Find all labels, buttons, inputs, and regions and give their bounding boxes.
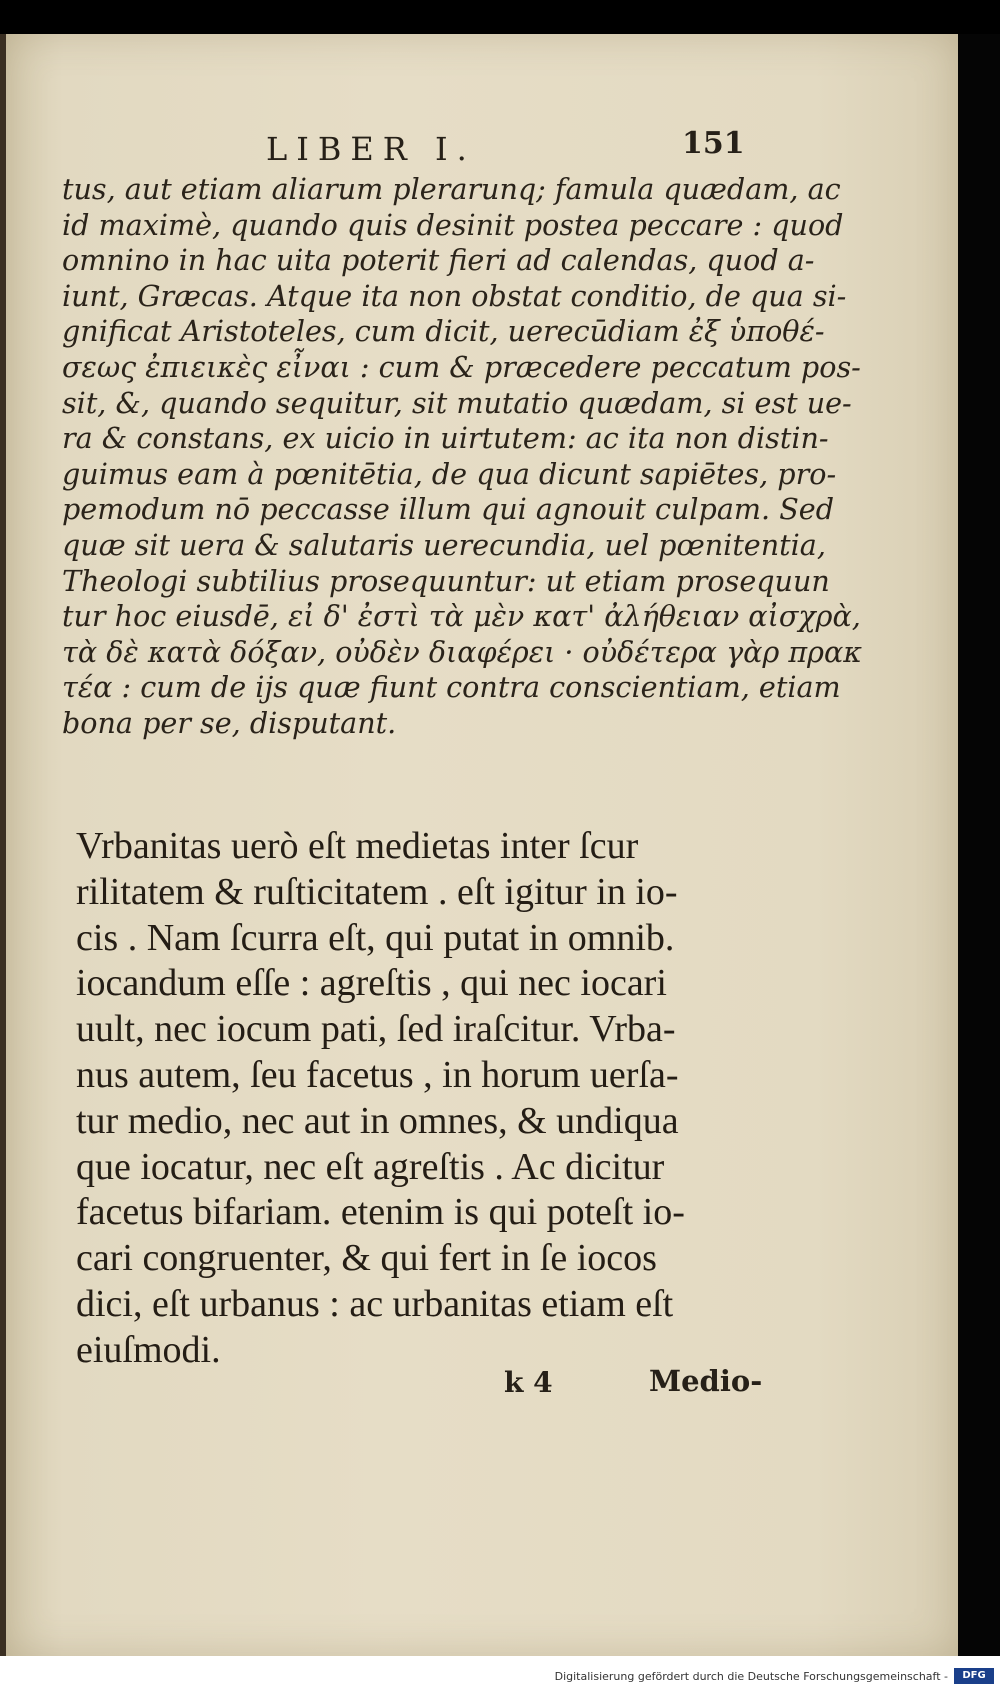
text-line: Vrbanitas uerò eſt medietas inter ſcur	[76, 825, 639, 867]
text-line: iocandum eſſe : agreſtis , qui nec iocari	[76, 962, 667, 1005]
text-line: rilitatem & ruſticitatem . eſt igitur in io-	[76, 870, 678, 913]
scan-background	[958, 34, 1000, 1656]
text-line: τέα : cum de ijs quæ fiunt contra conscientiam, etiam	[62, 670, 841, 705]
text-line: quæ sit uera & salutaris uerecundia, uel pœnitentia,	[62, 527, 826, 562]
text-line: que iocatur, nec eſt agreſtis . Ac dicitur	[76, 1145, 665, 1188]
roman-text-block	[76, 824, 742, 1374]
text-line: tur hoc eiusdē, εἰ δ' ἐστὶ τὰ μὲν κατ' ἀλήθειαν αἰσχρὰ,	[62, 599, 861, 634]
footer-credit: Digitalisierung gefördert durch die Deutsche Forschungsgemeinschaft -	[554, 1670, 948, 1683]
text-line: nus autem, ſeu facetus , in horum uerſa-	[76, 1053, 679, 1096]
text-line: facetus bifariam. etenim is qui poteſt io-	[76, 1191, 685, 1234]
text-line: Theologi subtilius prosequuntur: ut etiam prosequun	[62, 563, 830, 598]
text-line: gnificat Aristoteles, cum dicit, uerecūdiam ἐξ ὑποθέ-	[62, 314, 825, 349]
signature-mark: k 4	[504, 1366, 553, 1399]
text-line: cari congruenter, & qui fert in ſe iocos	[76, 1237, 657, 1280]
text-line: bona per se, disputant.	[62, 705, 397, 740]
text-line: guimus eam à pœnitētia, de qua dicunt sapiētes, pro-	[62, 456, 837, 491]
book-page	[6, 34, 958, 1656]
text-line: tur medio, nec aut in omnes, & undiqua	[76, 1099, 679, 1142]
footer-bar	[0, 1656, 1000, 1696]
text-line: σεως ἐπιεικὲς εἶναι : cum & præcedere peccatum pos-	[62, 349, 861, 384]
text-line: ra & constans, ex uicio in uirtutem: ac ita non distin-	[62, 421, 829, 456]
text-line: iunt, Græcas. Atque ita non obstat conditio, de qua si-	[62, 278, 847, 313]
text-line: dici, eſt urbanus : ac urbanitas etiam eſt	[76, 1282, 674, 1325]
text-line: tus, aut etiam aliarum plerarunq; famula quædam, ac	[62, 172, 841, 206]
text-line: τὰ δὲ κατὰ δόξαν, οὐδὲν διαφέρει · οὐδέτερα γὰρ πρακ	[62, 634, 863, 669]
text-line: sit, &, quando sequitur, sit mutatio quædam, si est ue-	[62, 385, 852, 420]
text-line: eiuſmodi.	[76, 1328, 221, 1371]
running-head: LIBER I.	[266, 130, 476, 168]
text-line: omnino in hac uita poterit fieri ad calendas, quod a-	[62, 243, 815, 278]
text-line: uult, nec iocum pati, ſed iraſcitur. Vrba-	[76, 1008, 676, 1051]
text-line: id maximè, quando quis desinit postea peccare : quod	[62, 207, 844, 242]
dfg-logo-icon: DFG	[954, 1668, 994, 1684]
italic-text-block	[62, 172, 863, 742]
page-number: 151	[682, 126, 745, 161]
text-line: cis . Nam ſcurra eſt, qui putat in omnib.	[76, 916, 675, 959]
catchword: Medio-	[649, 1364, 763, 1398]
text-line: pemodum nō peccasse illum qui agnouit culpam. Sed	[62, 492, 835, 527]
